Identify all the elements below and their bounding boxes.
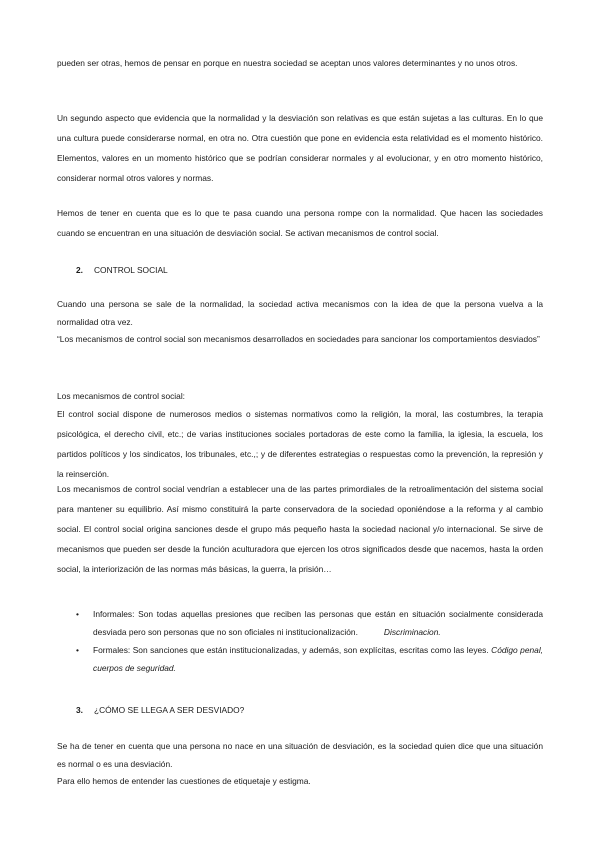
- section-number: 2.: [76, 265, 83, 275]
- bullet-text: [93, 642, 543, 677]
- paragraph-cultural-relativity: Un segundo aspecto que evidencia que la normalidad y la desviación son relativas es que están sujetas a las culturas. En lo que una cultura puede considerarse normal, en otra no. Otra cuestión que pone en evidencia esta relatividad es el momento histórico. Elementos, valores en un momento histórico que se podrían considerar normales y al evolucionar, y en otro momento histórico, considerar normal otros valores y normas.: [57, 113, 543, 183]
- list-item-formales: [76, 642, 543, 677]
- bullet-marker: •: [76, 645, 79, 655]
- bullet-marker: •: [76, 609, 79, 619]
- section-title: CONTROL SOCIAL: [94, 265, 168, 275]
- bullet-text: [93, 606, 543, 641]
- paragraph-mechanisms-label: Los mecanismos de control social:: [57, 391, 186, 401]
- section-title: ¿CÓMO SE LLEGA A SER DESVIADO?: [94, 705, 245, 715]
- bullet-body: Informales: Son todas aquellas presiones que reciben las personas que están en situación socialmente considerada desviada pero son personas que no son oficiales ni institucionalización.: [93, 609, 543, 637]
- paragraph-breaking-normality: Hemos de tener en cuenta que es lo que te pasa cuando una persona rompe con la normalidad. Que hacen las sociedades cuando se encuentran en una situación de desviación social. Se activan mecanismos de control social.: [57, 208, 543, 238]
- paragraph-labeling-stigma: Para ello hemos de entender las cuestiones de etiquetaje y estigma.: [57, 776, 311, 786]
- paragraph-social-activation: Cuando una persona se sale de la normalidad, la sociedad activa mecanismos con la idea de que la persona vuelva a la normalidad otra vez.: [57, 299, 543, 327]
- paragraph-definition-quote: “Los mecanismos de control social son mecanismos desarrollados en sociedades para sancionar los comportamientos desviados”: [57, 334, 540, 344]
- paragraph-control-mechanisms: Los mecanismos de control social vendrían a establecer una de las partes primordiales de la retroalimentación del sistema social para mantener su equilibrio. Así mismo constituirá la parte conservadora de la sociedad oponiéndose a la reforma y al cambio social. El control social origina sanciones desde el grupo más pequeño hasta la sociedad nacional y/o internacional. Se sirve de mecanismos que pueden ser desde la función aculturadora que ejercen los otros significados desde que nacemos, hasta la orden social, la interiorización de las normas más básicas, la guerra, la prisión…: [57, 484, 543, 574]
- bullet-example: Discriminacion.: [383, 626, 441, 637]
- paragraph-deviation-origin: Se ha de tener en cuenta que una persona no nace en una situación de desviación, es la sociedad quien dice que una situación es normal o es una desviación.: [57, 741, 543, 769]
- bullet-body: Formales: Son sanciones que están institucionalizadas, y además, son explícitas, escritas como las leyes.: [93, 645, 489, 655]
- bullet-example: Código penal, cuerpos de seguridad.: [93, 645, 544, 673]
- paragraph-values: pueden ser otras, hemos de pensar en porque en nuestra sociedad se aceptan unos valores determinantes y no unos otros.: [57, 58, 518, 68]
- list-item-informales: [76, 606, 543, 641]
- section-number: 3.: [76, 705, 83, 715]
- section-heading-desviado: [76, 703, 244, 717]
- paragraph-control-means: El control social dispone de numerosos medios o sistemas normativos como la religión, la moral, las costumbres, la terapia psicológica, el derecho civil, etc.; de varias instituciones sociales portadoras de este como la familia, la iglesia, la escuela, los partidos políticos y los sindicatos, los tribunales, etc.,; y de diferentes estrategias o respuestas como la prevención, la represión y la reinserción.: [57, 409, 543, 479]
- section-heading-control-social: [76, 263, 168, 277]
